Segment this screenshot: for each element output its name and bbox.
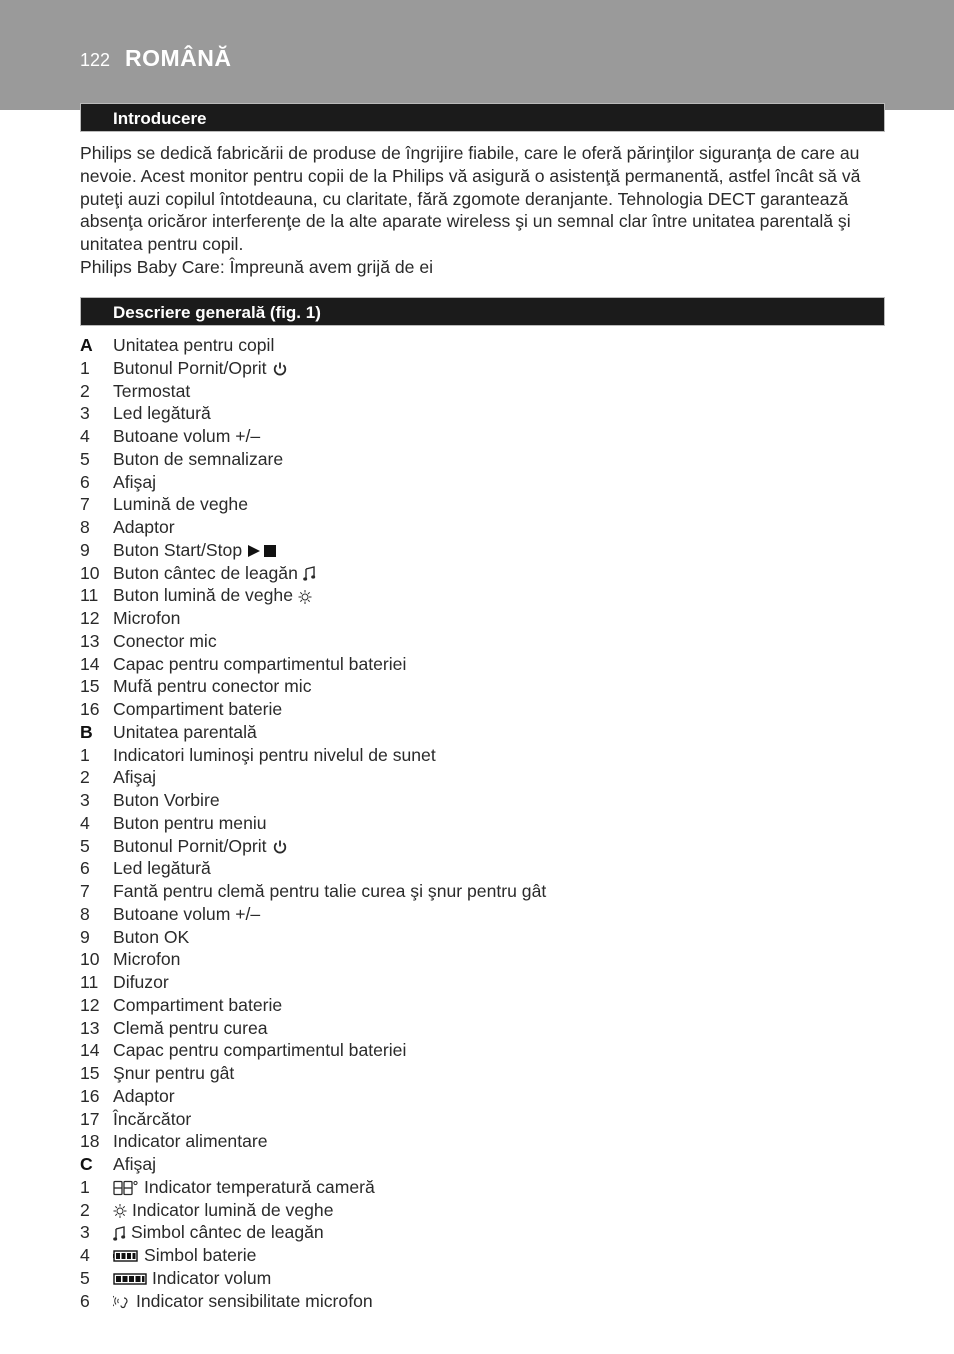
- power-icon: [272, 361, 288, 377]
- item-number: 4: [80, 426, 90, 446]
- item-number: 1: [80, 357, 90, 378]
- item-label: Afişaj: [113, 471, 157, 492]
- item-text-wrapper: [113, 630, 217, 653]
- item-number: 7: [80, 494, 90, 515]
- item-number: 4: [80, 812, 90, 833]
- item-text-wrapper: [113, 402, 211, 425]
- item-label: Unitatea pentru copil: [113, 335, 275, 355]
- play-stop-icon: [247, 544, 279, 558]
- item-label: Led legătură: [113, 858, 211, 879]
- item-number: 9: [80, 539, 90, 560]
- item-label: Adaptor: [113, 1085, 175, 1106]
- item-text-wrapper: [113, 357, 288, 380]
- item-label: Indicator lumină de veghe: [132, 1199, 334, 1220]
- list-item: [80, 357, 885, 380]
- list-item: [80, 789, 885, 812]
- item-number: 15: [80, 1063, 100, 1083]
- item-text-wrapper: [113, 926, 189, 949]
- item-label: Afişaj: [113, 1154, 157, 1174]
- intro-tagline: Philips Baby Care: Împreună avem grijă de ei: [80, 256, 434, 277]
- mic-sensitivity-icon: [113, 1294, 131, 1310]
- item-text-wrapper: [113, 1130, 268, 1153]
- list-item: [80, 948, 885, 971]
- item-label: Adaptor: [113, 517, 175, 537]
- section-heading-introduction: [80, 103, 885, 132]
- item-text-wrapper: [113, 1267, 271, 1290]
- item-label: Microfon: [113, 608, 181, 628]
- item-text-wrapper: [113, 766, 156, 789]
- item-number: 6: [80, 471, 90, 492]
- item-text-wrapper: [113, 971, 169, 994]
- item-text-wrapper: [113, 493, 248, 516]
- list-item: [80, 971, 885, 994]
- item-text-wrapper: [113, 1244, 256, 1267]
- music-note-icon: [113, 1226, 126, 1242]
- item-text-wrapper: [113, 903, 260, 926]
- list-item: [80, 880, 885, 903]
- item-number: 5: [80, 835, 90, 856]
- item-number: A: [80, 335, 93, 355]
- item-text-wrapper: [113, 744, 436, 767]
- item-number: 11: [80, 972, 99, 992]
- item-number: 15: [80, 676, 100, 697]
- item-text-wrapper: [113, 721, 257, 744]
- item-number: 18: [80, 1131, 100, 1152]
- item-label: Indicator sensibilitate microfon: [136, 1290, 373, 1311]
- item-text-wrapper: [113, 1176, 375, 1199]
- parts-list: [80, 334, 885, 1312]
- item-number: 16: [80, 1085, 100, 1106]
- item-text-wrapper: [113, 698, 282, 721]
- item-text-wrapper: [113, 653, 406, 676]
- item-number: 3: [80, 403, 90, 424]
- item-label: Microfon: [113, 949, 181, 970]
- list-item: [80, 812, 885, 835]
- item-number: 13: [80, 630, 100, 651]
- item-number: C: [80, 1154, 93, 1174]
- list-item: [80, 539, 885, 562]
- list-item: [80, 630, 885, 653]
- item-label: Fantă pentru clemă pentru talie curea şi şnur pentru gât: [113, 881, 547, 901]
- item-label: Încărcător: [113, 1108, 192, 1129]
- list-item: [80, 607, 885, 630]
- list-item: [80, 1267, 885, 1290]
- item-number: 10: [80, 949, 100, 970]
- list-item: [80, 584, 885, 607]
- power-icon: [272, 839, 288, 855]
- item-label: Clemă pentru curea: [113, 1017, 268, 1038]
- item-number: 2: [80, 380, 90, 401]
- item-text-wrapper: [113, 380, 190, 403]
- item-text-wrapper: [113, 1108, 191, 1131]
- item-text-wrapper: [113, 448, 283, 471]
- item-text-wrapper: [113, 516, 175, 539]
- item-number: 9: [80, 926, 90, 947]
- page-number: 122: [80, 50, 111, 70]
- item-number: 3: [80, 790, 90, 810]
- item-label: Buton pentru meniu: [113, 812, 267, 833]
- item-number: 14: [80, 1040, 100, 1061]
- item-label: Şnur pentru gât: [113, 1063, 235, 1083]
- item-text-wrapper: [113, 789, 220, 812]
- item-label: Afişaj: [113, 767, 157, 788]
- list-item: [80, 903, 885, 926]
- item-label: Indicator alimentare: [113, 1131, 268, 1152]
- item-label: Buton Vorbire: [113, 790, 220, 810]
- item-number: 3: [80, 1222, 90, 1243]
- item-text-wrapper: [113, 1199, 333, 1222]
- item-text-wrapper: [113, 584, 312, 607]
- item-label: Buton cântec de leagăn: [113, 562, 298, 583]
- item-label: Compartiment baterie: [113, 994, 283, 1015]
- item-label: Unitatea parentală: [113, 721, 257, 742]
- item-number: 5: [80, 448, 90, 469]
- item-label: Simbol baterie: [144, 1245, 257, 1265]
- temperature-display-icon: [113, 1180, 139, 1196]
- item-label: Buton de semnalizare: [113, 448, 284, 469]
- item-label: Led legătură: [113, 403, 211, 424]
- item-label: Compartiment baterie: [113, 699, 283, 719]
- item-text-wrapper: [113, 994, 282, 1017]
- item-label: Butoane volum +/–: [113, 426, 261, 446]
- item-number: 17: [80, 1108, 100, 1129]
- item-number: 6: [80, 1290, 90, 1311]
- list-item: [80, 380, 885, 403]
- item-number: 1: [80, 744, 90, 765]
- item-text-wrapper: [113, 607, 180, 630]
- item-number: 10: [80, 562, 100, 583]
- item-number: 12: [80, 994, 100, 1015]
- item-text-wrapper: [113, 334, 274, 357]
- item-label: Capac pentru compartimentul bateriei: [113, 653, 407, 674]
- list-item: [80, 1221, 885, 1244]
- item-text-wrapper: [113, 1017, 268, 1040]
- item-number: 1: [80, 1176, 90, 1197]
- item-text-wrapper: [113, 1153, 156, 1176]
- item-text-wrapper: [113, 1039, 406, 1062]
- list-item: [80, 562, 885, 585]
- item-label: Indicatori luminoşi pentru nivelul de sunet: [113, 744, 436, 765]
- section-title: Introducere: [113, 109, 207, 128]
- item-text-wrapper: [113, 1290, 373, 1313]
- list-item: [80, 1176, 885, 1199]
- item-text-wrapper: [113, 1221, 324, 1244]
- item-label: Termostat: [113, 380, 191, 401]
- section-heading-overview: [80, 297, 885, 326]
- list-group-heading: [80, 1153, 885, 1176]
- item-label: Mufă pentru conector mic: [113, 676, 312, 697]
- item-text-wrapper: [113, 835, 288, 858]
- item-label: Butoane volum +/–: [113, 903, 261, 924]
- item-text-wrapper: [113, 675, 312, 698]
- header-band: [0, 0, 954, 110]
- list-item: [80, 1085, 885, 1108]
- list-item: [80, 1130, 885, 1153]
- battery-icon: [113, 1249, 139, 1263]
- item-label: Indicator temperatură cameră: [144, 1176, 375, 1197]
- item-number: 16: [80, 699, 100, 719]
- item-number: 6: [80, 858, 90, 879]
- item-number: 2: [80, 1199, 90, 1220]
- item-number: 14: [80, 653, 100, 674]
- item-text-wrapper: [113, 471, 156, 494]
- list-item: [80, 402, 885, 425]
- item-text-wrapper: [113, 1085, 175, 1108]
- item-text-wrapper: [113, 1062, 234, 1085]
- item-text-wrapper: [113, 562, 316, 585]
- night-light-icon: [298, 589, 312, 605]
- volume-bar-icon: [113, 1272, 147, 1286]
- list-item: [80, 1062, 885, 1085]
- item-label: Capac pentru compartimentul bateriei: [113, 1040, 407, 1061]
- list-item: [80, 1199, 885, 1222]
- intro-paragraph: Philips se dedică fabricării de produse de îngrijire fiabile, care le oferă părinţilor siguranţa de care au nevoie. Acest monitor pentru copii de la Philips vă asigură o asistenţă permanentă, astfel încât să vă puteţi auzi copilul întotdeauna, cu claritate, fără zgomote deranjante. Tehnologia DECT garantează absenţa oricăror interferenţe de la alte aparate wireless şi un semnal clar între unitatea parentală şi unitatea pentru copil.: [80, 143, 861, 255]
- item-label: Conector mic: [113, 630, 217, 651]
- list-item: [80, 835, 885, 858]
- list-group-heading: [80, 721, 885, 744]
- list-item: [80, 857, 885, 880]
- list-item: [80, 1108, 885, 1131]
- item-text-wrapper: [113, 880, 546, 903]
- item-text-wrapper: [113, 539, 279, 562]
- item-text-wrapper: [113, 812, 267, 835]
- item-number: 8: [80, 903, 90, 924]
- section-title: Descriere generală (fig. 1): [113, 303, 321, 322]
- list-item: [80, 653, 885, 676]
- list-item: [80, 766, 885, 789]
- item-number: 13: [80, 1017, 100, 1038]
- item-text-wrapper: [113, 857, 211, 880]
- item-number: 7: [80, 881, 90, 901]
- item-label: Lumină de veghe: [113, 494, 248, 515]
- list-item: [80, 675, 885, 698]
- list-item: [80, 1039, 885, 1062]
- item-label: Buton lumină de veghe: [113, 585, 293, 606]
- item-label: Butonul Pornit/Oprit: [113, 357, 267, 378]
- item-label: Difuzor: [113, 972, 169, 992]
- list-item: [80, 516, 885, 539]
- item-number: B: [80, 721, 93, 742]
- item-number: 4: [80, 1245, 90, 1265]
- item-text-wrapper: [113, 425, 260, 448]
- item-label: Butonul Pornit/Oprit: [113, 835, 267, 856]
- item-label: Indicator volum: [152, 1267, 272, 1288]
- music-note-icon: [303, 566, 316, 582]
- item-label: Simbol cântec de leagăn: [131, 1222, 324, 1243]
- list-item: [80, 493, 885, 516]
- item-number: 12: [80, 608, 100, 628]
- list-item: [80, 1017, 885, 1040]
- item-number: 11: [80, 585, 99, 606]
- item-number: 2: [80, 767, 90, 788]
- language-title: ROMÂNĂ: [125, 45, 232, 71]
- list-item: [80, 1244, 885, 1267]
- list-item: [80, 698, 885, 721]
- list-item: [80, 425, 885, 448]
- list-item: [80, 448, 885, 471]
- item-label: Buton Start/Stop: [113, 539, 243, 560]
- list-item: [80, 994, 885, 1017]
- list-item: [80, 744, 885, 767]
- list-item: [80, 471, 885, 494]
- list-item: [80, 1290, 885, 1313]
- item-text-wrapper: [113, 948, 180, 971]
- item-label: Buton OK: [113, 926, 190, 947]
- list-item: [80, 926, 885, 949]
- list-group-heading: [80, 334, 885, 357]
- night-light-icon: [113, 1203, 127, 1219]
- item-number: 8: [80, 517, 90, 537]
- item-number: 5: [80, 1267, 90, 1288]
- intro-text: [80, 142, 885, 279]
